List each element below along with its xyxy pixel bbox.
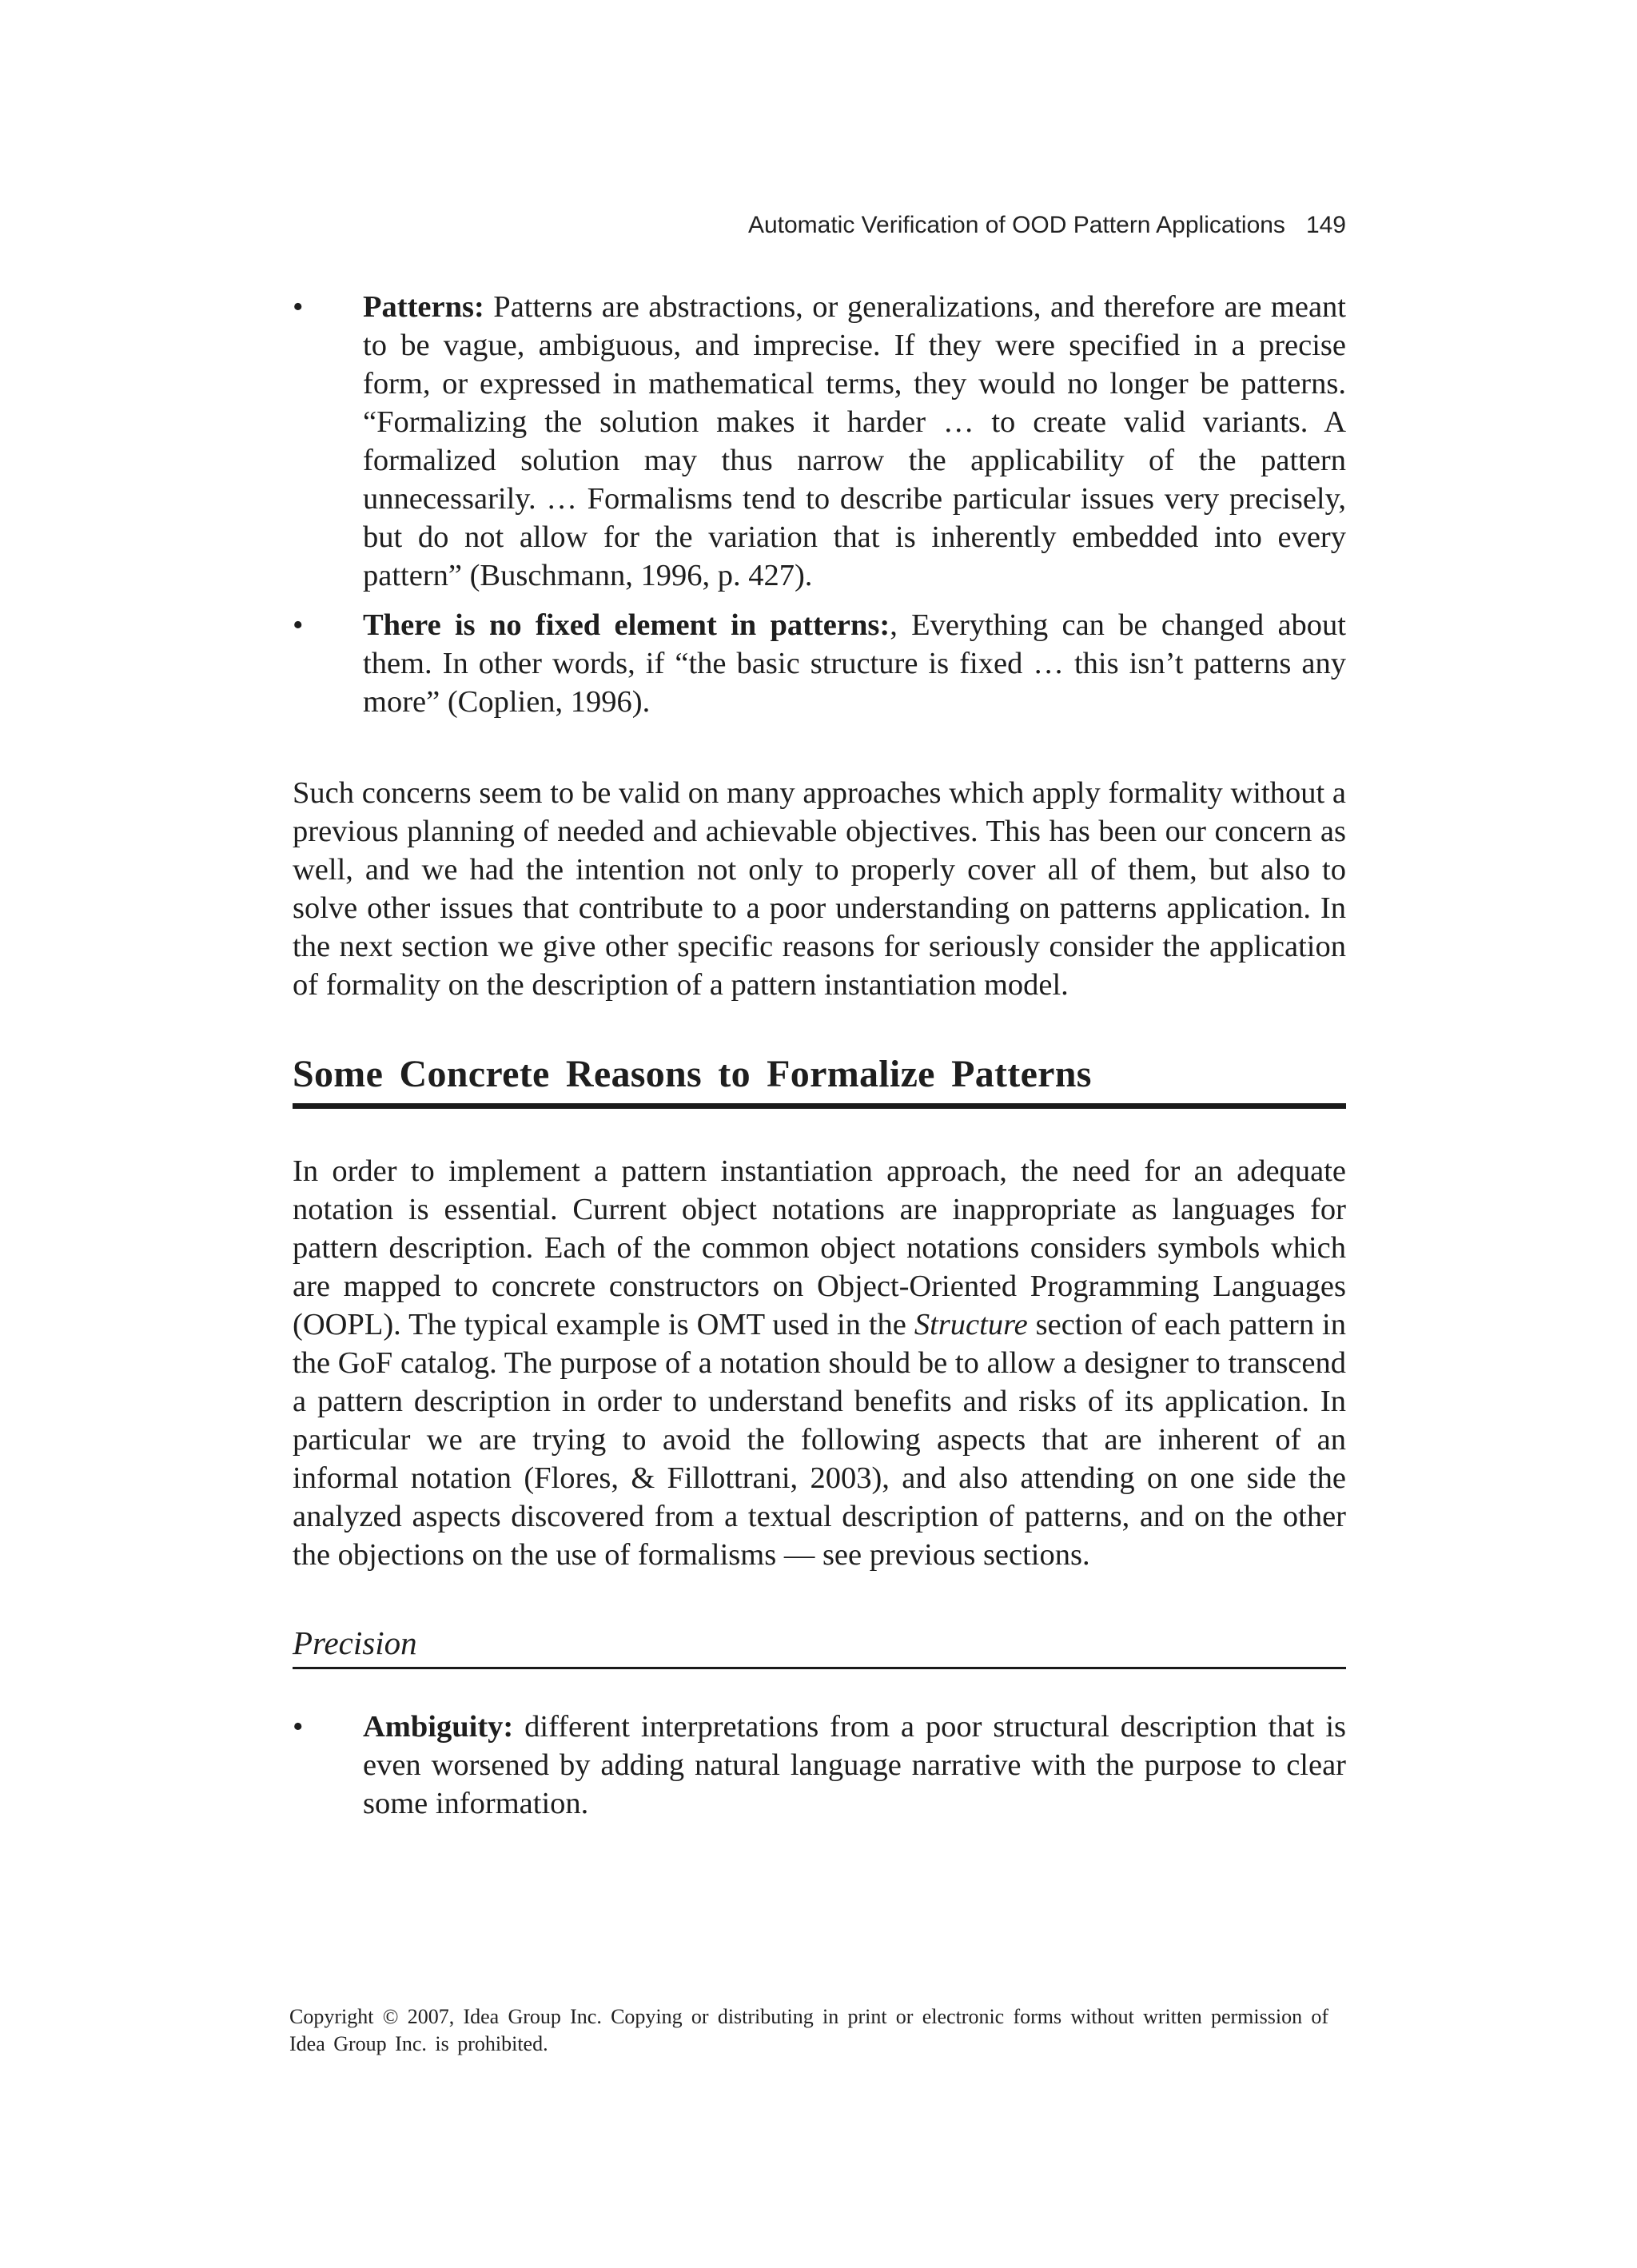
main-content: [293, 288, 1346, 1823]
list-item-text: different interpretations from a poor structural description that is even worsened by adding natural language narrative with the purpose to clear some information.: [363, 1710, 1346, 1820]
section-heading: Some Concrete Reasons to Formalize Patterns: [293, 1050, 1346, 1109]
list-item-text: , Everything can be changed about them. In other words, if “the basic structure is fixed … this isn’t patterns any more” (Coplien, 1996).: [363, 608, 1346, 719]
list-item-lead: There is no fixed element in patterns:: [363, 608, 890, 642]
list-item-patterns: [293, 288, 1346, 595]
list-item-lead: Patterns:: [363, 290, 484, 324]
list-item-lead: Ambiguity:: [363, 1710, 514, 1744]
paragraph-concerns: Such concerns seem to be valid on many approaches which apply formality without a previous planning of needed and achievable objectives. This has been our concern as well, and we had the intention not only to properly cover all of them, but also to solve other issues that contribute to a poor understanding on patterns application. In the next section we give other specific reasons for seriously consider the application of formality on the description of a pattern instantiation model.: [293, 776, 1346, 1002]
bullet-icon: •: [293, 608, 304, 642]
list-item-ambiguity: [293, 1708, 1346, 1823]
copyright-footer: Copyright © 2007, Idea Group Inc. Copying or distributing in print or electronic forms without written permission of Idea Group Inc. is prohibited.: [289, 2005, 1328, 2055]
paragraph-notation: [293, 1152, 1346, 1574]
bullet-icon: •: [293, 1710, 304, 1744]
list-item-no-fixed-element: [293, 606, 1346, 721]
page-number: 149: [1305, 212, 1346, 238]
objections-list: [293, 288, 1346, 721]
running-header: [293, 209, 1346, 241]
list-item-text: Patterns are abstractions, or generalizations, and therefore are meant to be vague, ambiguous, and imprecise. If they were specified in a precise form, or expressed in mathematical terms, they would no longer be patterns. “Formalizing the solution makes it harder … to create valid variants. A formalized solution may thus narrow the applicability of the pattern unnecessarily. … Formalisms tend to describe particular issues very precisely, but do not allow for the variation that is inherently embedded into every pattern” (Buschmann, 1996, p. 427).: [363, 290, 1346, 592]
structure-term: Structure: [914, 1308, 1028, 1341]
running-title: Automatic Verification of OOD Pattern Applications: [747, 212, 1285, 238]
paragraph-text: section of each pattern in the GoF catalog. The purpose of a notation should be to allow a designer to transcend a pattern description in order to understand benefits and risks of its application. In particular we are trying to avoid the following aspects that are inherent of an informal notation (Flores, & Fillottrani, 2003), and also attending on one side the analyzed aspects discovered from a textual description of patterns, and on the other the objections on the use of formalisms — see previous sections.: [293, 1308, 1346, 1572]
bullet-icon: •: [293, 290, 304, 324]
subsection-heading: Precision: [293, 1622, 1346, 1669]
precision-list: [293, 1708, 1346, 1823]
paragraph-text: In order to implement a pattern instantiation approach, the need for an adequate notation is essential. Current object notations are inappropriate as languages for pattern description. Each of the common object notations considers symbols which are mapped to concrete constructors on Object-Oriented Programming Languages (OOPL). The typical example is OMT used in the: [293, 1154, 1346, 1341]
